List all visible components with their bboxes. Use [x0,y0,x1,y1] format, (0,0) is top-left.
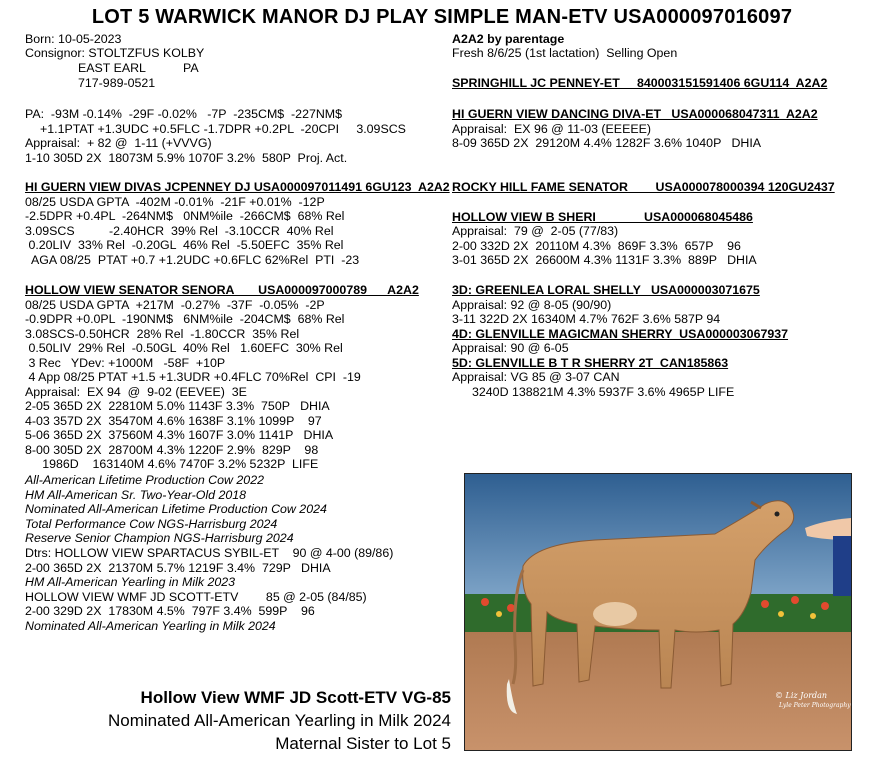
consignor: Consignor: STOLTZFUS KOLBY [25,46,205,60]
dam-line: 0.20LIV 33% Rel -0.20GL 46% Rel -5.50EFC 35% Rel [25,238,344,252]
appraisal: Appraisal: + 82 @ 1-11 (+VVVG) [25,136,212,150]
photo-watermark-credit: Lyle Peter Photography [779,702,851,709]
fifth-dam-line: Appraisal: VG 85 @ 3-07 CAN [452,370,620,384]
pa-line-1: PA: -93M -0.14% -29F -0.02% -7P -235CM$ -227NM$ [25,107,343,121]
sheri-line: Appraisal: 79 @ 2-05 (77/83) [452,224,619,238]
sire-heading: SPRINGHILL JC PENNEY-ET 840003151591406 6GU114 A2A2 [452,76,828,90]
daughters-honor: Nominated All-American Yearling in Milk 2024 [25,619,276,633]
projected-record: 1-10 305D 2X 18073M 5.9% 1070F 3.2% 580P Proj. Act. [25,151,348,165]
consignor-phone: 717-989-0521 [78,76,156,90]
born-date: Born: 10-05-2023 [25,32,122,46]
honor-line: All-American Lifetime Production Cow 2022 [25,473,264,487]
photo-caption-honor: Nominated All-American Yearling in Milk 2024 [107,711,451,730]
lot-title: LOT 5 WARWICK MANOR DJ PLAY SIMPLE MAN-ETV USA000097016097 [91,6,793,28]
photo-caption-name: Hollow View WMF JD Scott-ETV VG-85 [140,688,451,707]
granddam-line: 3.08SCS-0.50HCR 28% Rel -1.80CCR 35% Rel [25,327,300,341]
maternal-sire-dam-heading: HI GUERN VIEW DANCING DIVA-ET USA000068047311 A2A2 [452,107,818,121]
daughters-line: 2-00 365D 2X 21370M 5.7% 1219F 3.4% 729P DHIA [25,561,331,575]
honor-line: Reserve Senior Champion NGS-Harrisburg 2024 [25,531,294,545]
maternal-sire-dam-line: 8-09 365D 2X 29120M 4.4% 1282F 3.6% 1040P DHIA [452,136,762,150]
sheri-heading: HOLLOW VIEW B SHERI USA000068045486 [452,210,753,224]
granddam-line: Appraisal: EX 94 @ 9-02 (EEVEE) 3E [25,385,247,399]
granddam-line: 4-03 357D 2X 35470M 4.6% 1638F 3.1% 1099P 97 [25,414,322,428]
granddam-line: 3 Rec YDev: +1000M -58F +10P [25,356,226,370]
honor-line: HM All-American Sr. Two-Year-Old 2018 [25,488,247,502]
dam-line: -2.5DPR +0.4PL -264NM$ 0NM%ile -266CM$ 68% Rel [25,209,345,223]
dam-line: 3.09SCS -2.40HCR 39% Rel -3.10CCR 40% Rel [25,224,334,238]
sheri-line: 3-01 365D 2X 26600M 4.3% 1131F 3.3% 889P DHIA [452,253,757,267]
honor-line: Nominated All-American Lifetime Production Cow 2024 [25,502,327,516]
photo-caption-relation: Maternal Sister to Lot 5 [275,734,451,753]
dam-line: 08/25 USDA GPTA -402M -0.01% -21F +0.01% -12P [25,195,325,209]
a2-status: A2A2 by parentage [452,32,565,46]
fifth-dam-line: 3240D 138821M 4.3% 5937F 3.6% 4965P LIFE [472,385,735,399]
granddam-heading: HOLLOW VIEW SENATOR SENORA USA000097000789 A2A2 [25,283,419,297]
consignor-state: PA [183,61,199,75]
granddam-line: 2-05 365D 2X 22810M 5.0% 1143F 3.3% 750P DHIA [25,399,330,413]
granddam-line: 0.50LIV 29% Rel -0.50GL 40% Rel 1.60EFC 30% Rel [25,341,343,355]
consignor-city: EAST EARL [78,61,146,75]
honor-line: Total Performance Cow NGS-Harrisburg 2024 [25,517,278,531]
maternal-sire-dam-line: Appraisal: EX 96 @ 11-03 (EEEEE) [452,122,651,136]
granddam-line: 08/25 USDA GPTA +217M -0.27% -37F -0.05% -2P [25,298,325,312]
daughters-line: 2-00 329D 2X 17830M 4.5% 797F 3.4% 599P 96 [25,604,315,618]
photo-watermark: © Liz Jordan [775,691,828,700]
daughters-honor: HM All-American Yearling in Milk 2023 [25,575,236,589]
cow-photo [464,473,852,751]
dam-heading: HI GUERN VIEW DIVAS JCPENNEY DJ USA000097011491 6GU123 A2A2 [25,180,450,194]
granddam-line: 4 App 08/25 PTAT +1.5 +1.3UDR +0.4FLC 70%Rel CPI -19 [25,370,361,384]
granddam-line: -0.9DPR +0.0PL -190NM$ 6NM%ile -204CM$ 68% Rel [25,312,345,326]
third-dam-heading: 3D: GREENLEA LORAL SHELLY USA000003071675 [452,283,760,297]
fourth-dam-heading: 4D: GLENVILLE MAGICMAN SHERRY USA000003067937 [452,327,789,341]
granddam-line: 1986D 163140M 4.6% 7470F 3.2% 5232P LIFE [25,457,319,471]
granddam-sire-heading: ROCKY HILL FAME SENATOR USA000078000394 120GU2437 [452,180,835,194]
dam-line: AGA 08/25 PTAT +0.7 +1.2UDC +0.6FLC 62%Rel PTI -23 [31,253,360,267]
fourth-dam-line: Appraisal: 90 @ 6-05 [452,341,569,355]
granddam-line: 8-00 305D 2X 28700M 4.3% 1220F 2.9% 829P 98 [25,443,319,457]
third-dam-line: Appraisal: 92 @ 8-05 (90/90) [452,298,612,312]
fifth-dam-heading: 5D: GLENVILLE B T R SHERRY 2T CAN185863 [452,356,729,370]
daughters-line: HOLLOW VIEW WMF JD SCOTT-ETV 85 @ 2-05 (84/85) [25,590,367,604]
fresh-status: Fresh 8/6/25 (1st lactation) Selling Open [452,46,678,60]
daughters-line: Dtrs: HOLLOW VIEW SPARTACUS SYBIL-ET 90 @ 4-00 (89/86) [25,546,394,560]
third-dam-line: 3-11 322D 2X 16340M 4.7% 762F 3.6% 587P 94 [452,312,721,326]
pa-line-2: +1.1PTAT +1.3UDC +0.5FLC -1.7DPR +0.2PL -20CPI 3.09SCS [40,122,406,136]
sheri-line: 2-00 332D 2X 20110M 4.3% 869F 3.3% 657P 96 [452,239,741,253]
granddam-line: 5-06 365D 2X 37560M 4.3% 1607F 3.0% 1141P DHIA [25,428,334,442]
